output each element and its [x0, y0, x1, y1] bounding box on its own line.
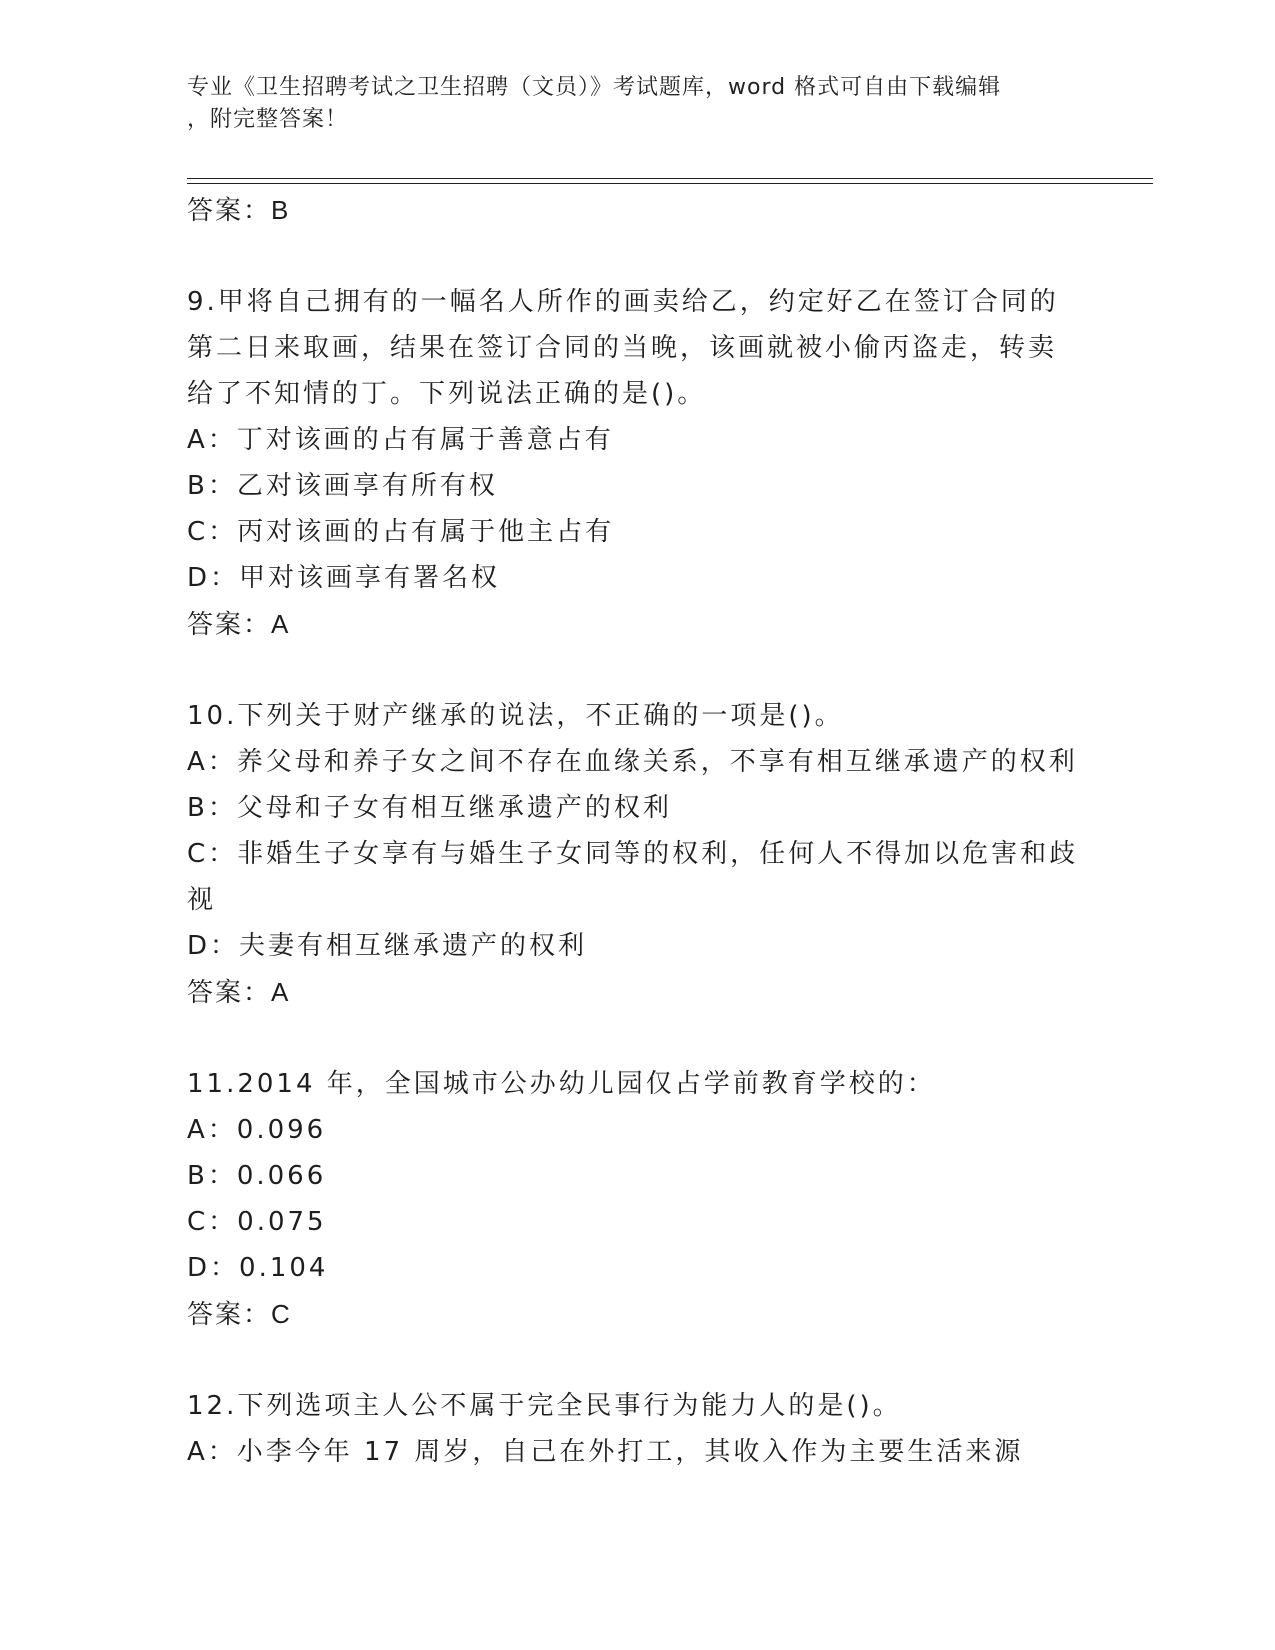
question-10-option-a: A：养父母和养子女之间不存在血缘关系，不享有相互继承遗产的权利 — [187, 747, 1078, 777]
question-list — [187, 187, 1087, 1475]
header-line-1: 专业《卫生招聘考试之卫生招聘（文员）》考试题库，word 格式可自由下载编辑 — [187, 75, 1002, 100]
question-10-option-d: D：夫妻有相互继承遗产的权利 — [187, 931, 588, 961]
question-9-option-c: C：丙对该画的占有属于他主占有 — [187, 517, 615, 547]
answer-11: 答案：C — [187, 1299, 292, 1329]
question-9-line-2: 第二日来取画，结果在签订合同的当晚，该画就被小偷丙盗走，转卖 — [187, 333, 1058, 363]
question-11-option-d: D：0.104 — [187, 1253, 329, 1283]
answer-9: 答案：A — [187, 609, 291, 639]
question-11-option-b: B：0.066 — [187, 1161, 327, 1191]
question-10-line-1: 10.下列关于财产继承的说法，不正确的一项是()。 — [187, 701, 844, 731]
question-9-line-1: 9.甲将自己拥有的一幅名人所作的画卖给乙，约定好乙在签订合同的 — [187, 287, 1059, 317]
header-divider-top — [187, 178, 1153, 179]
question-9-option-d: D：甲对该画享有署名权 — [187, 563, 501, 593]
question-11-line-1: 11.2014 年，全国城市公办幼儿园仅占学前教育学校的： — [187, 1069, 936, 1099]
answer-8: 答案：B — [187, 195, 291, 225]
question-9-line-3: 给了不知情的丁。下列说法正确的是()。 — [187, 379, 707, 409]
question-10-option-c-wrap: 视 — [187, 885, 217, 915]
header-line-2: ，附完整答案！ — [187, 107, 349, 132]
question-11-option-c: C：0.075 — [187, 1207, 327, 1237]
question-12-line-1: 12.下列选项主人公不属于完全民事行为能力人的是()。 — [187, 1391, 902, 1421]
question-11-option-a: A：0.096 — [187, 1115, 327, 1145]
question-9-option-a: A：丁对该画的占有属于善意占有 — [187, 425, 614, 455]
header-divider-bottom — [187, 183, 1153, 184]
answer-10: 答案：A — [187, 977, 291, 1007]
question-10-option-b: B：父母和子女有相互继承遗产的权利 — [187, 793, 672, 823]
question-9-option-b: B：乙对该画享有所有权 — [187, 471, 498, 501]
question-10-option-c: C：非婚生子女享有与婚生子女同等的权利，任何人不得加以危害和歧 — [187, 839, 1079, 869]
question-12-option-a: A：小李今年 17 周岁，自己在外打工，其收入作为主要生活来源 — [187, 1437, 1024, 1467]
document-header — [187, 72, 1067, 136]
